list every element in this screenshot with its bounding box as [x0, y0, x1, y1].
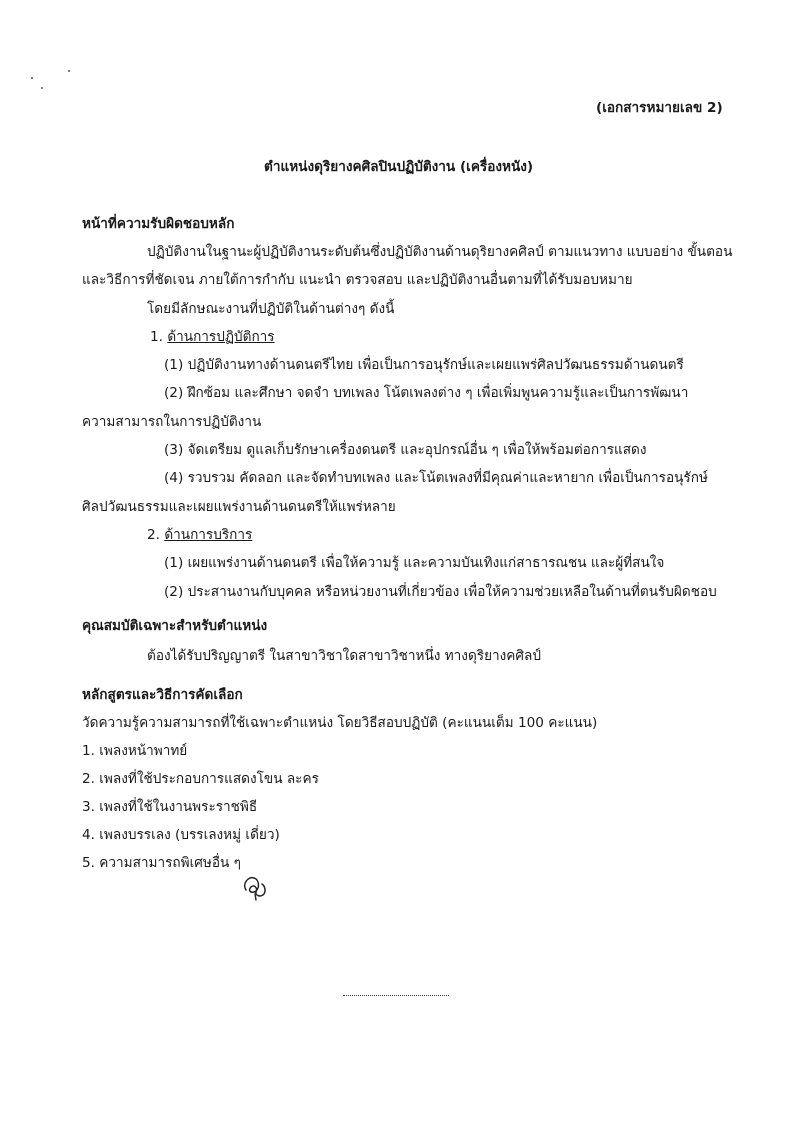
selection-intro: วัดความรู้ความสามารถที่ใช้เฉพาะตำแหน่ง โดยวิธีสอบปฏิบัติ (คะแนนเต็ม 100 คะแนน): [82, 715, 598, 731]
duty-item: (2) ประสานงานกับบุคคล หรือหน่วยงานที่เกี่ยวข้อง เพื่อให้ความช่วยเหลือในด้านที่ตนรับผิดชอบ: [164, 584, 717, 600]
scan-speck: [41, 87, 43, 89]
selection-item: 3. เพลงที่ใช้ในงานพระราชพิธี: [82, 799, 258, 815]
section-title: ด้านการปฏิบัติการ: [167, 329, 275, 345]
section-number: 1.: [150, 329, 163, 345]
duty-item: (3) จัดเตรียม ดูแลเก็บรักษาเครื่องดนตรี และอุปกรณ์อื่น ๆ เพื่อให้พร้อมต่อการแสดง: [164, 442, 647, 458]
section-title: ด้านการบริการ: [164, 527, 253, 543]
qualifications-text: ต้องได้รับปริญญาตรี ในสาขาวิชาใดสาขาวิชาหนึ่ง ทางดุริยางคศิลป์: [147, 648, 541, 664]
selection-item: 4. เพลงบรรเลง (บรรเลงหมู่ เดี่ยว): [82, 827, 280, 843]
duty-item: (1) ปฏิบัติงานทางด้านดนตรีไทย เพื่อเป็นการอนุรักษ์และเผยแพร่ศิลปวัฒนธรรมด้านดนตรี: [164, 357, 684, 373]
duty-item: (1) เผยแพร่งานด้านดนตรี เพื่อให้ความรู้ และความบันเทิงแก่สาธารณชน และผู้ที่สนใจ: [164, 555, 665, 571]
duties-intro-line: โดยมีลักษณะงานที่ปฏิบัติในด้านต่างๆ ดังนี้: [147, 301, 395, 317]
duties-intro-line: ปฏิบัติงานในฐานะผู้ปฏิบัติงานระดับต้นซึ่งปฏิบัติงานด้านดุริยางคศิลป์ ตามแนวทาง แบบอย่าง ขั้นตอน: [147, 244, 733, 260]
end-of-document-dotted-line: [343, 995, 449, 996]
duty-item: (2) ฝึกซ้อม และศึกษา จดจำ บทเพลง โน้ตเพลงต่าง ๆ เพื่อเพิ่มพูนความรู้และเป็นการพัฒนา: [164, 385, 689, 401]
duty-item-continuation: ความสามารถในการปฏิบัติงาน: [82, 414, 262, 430]
signature-initials: [238, 868, 274, 902]
section-number: 2.: [147, 527, 160, 543]
document-number: (เอกสารหมายเลข 2): [596, 100, 723, 116]
qualifications-heading: คุณสมบัติเฉพาะสำหรับตำแหน่ง: [82, 618, 268, 634]
duties-intro-line: และวิธีการที่ชัดเจน ภายใต้การกำกับ แนะนำ ตรวจสอบ และปฏิบัติงานอื่นตามที่ได้รับมอบหมาย: [82, 272, 633, 288]
selection-item: 5. ความสามารถพิเศษอื่น ๆ: [82, 855, 241, 871]
selection-item: 1. เพลงหน้าพาทย์: [82, 743, 188, 759]
duties-heading: หน้าที่ความรับผิดชอบหลัก: [82, 216, 235, 232]
scan-speck: [68, 70, 70, 72]
document-title: ตำแหน่งดุริยางคศิลปินปฏิบัติงาน (เครื่องหนัง): [264, 159, 534, 175]
duty-item: (4) รวบรวม คัดลอก และจัดทำบทเพลง และโน้ตเพลงที่มีคุณค่าและหายาก เพื่อเป็นการอนุรักษ์: [164, 470, 708, 486]
scan-speck: [31, 77, 33, 79]
selection-heading: หลักสูตรและวิธีการคัดเลือก: [82, 687, 243, 703]
section-heading: [147, 523, 252, 545]
section-heading: [150, 325, 275, 347]
selection-item: 2. เพลงที่ใช้ประกอบการแสดงโขน ละคร: [82, 771, 319, 787]
duty-item-continuation: ศิลปวัฒนธรรมและเผยแพร่งานด้านดนตรีให้แพร่หลาย: [82, 499, 396, 515]
